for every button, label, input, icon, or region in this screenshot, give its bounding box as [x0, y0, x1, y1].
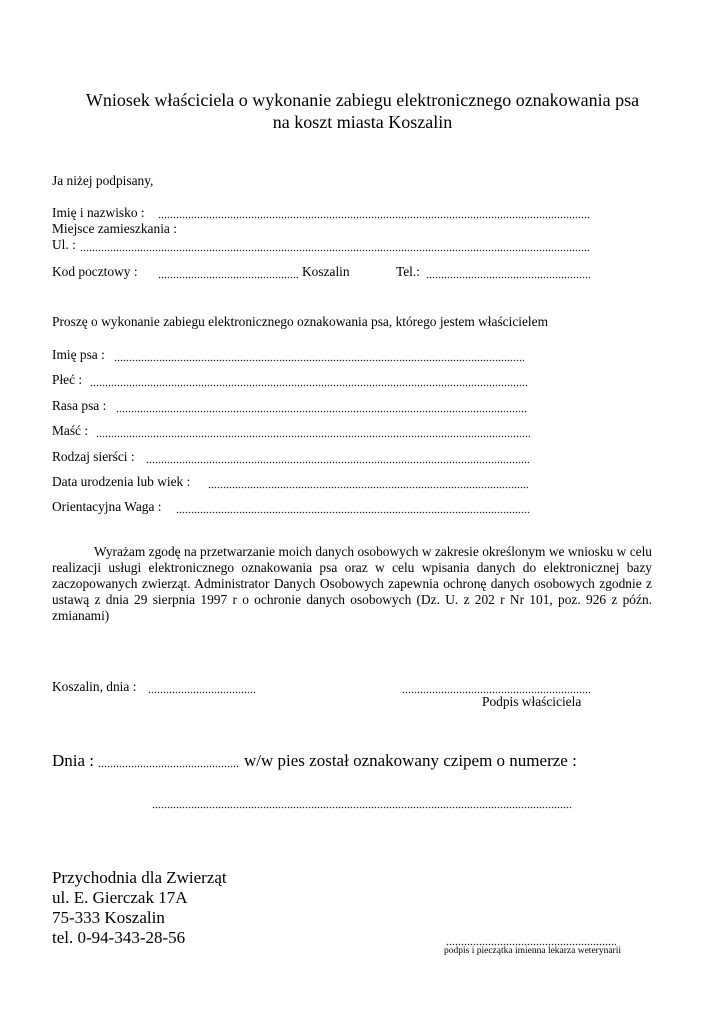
owner-name-field[interactable] [158, 207, 590, 219]
postal-code-field[interactable] [158, 267, 298, 279]
dog-birth-field[interactable] [208, 477, 528, 489]
chip-date-label: Dnia : [52, 751, 95, 770]
postal-code-label: Kod pocztowy : [52, 264, 138, 279]
phone-label: Tel.: [396, 264, 420, 279]
dog-color-label: Maść : [52, 423, 89, 438]
chip-date-field[interactable] [98, 756, 240, 768]
owner-name-label: Imię i nazwisko : [52, 205, 145, 220]
dog-name-label: Imię psa : [52, 347, 105, 362]
dog-breed-label: Rasa psa : [52, 398, 107, 413]
form-title-line-2: na koszt miasta Koszalin [272, 112, 453, 132]
dog-coat-label: Rodzaj sierści : [52, 449, 135, 464]
clinic-name: Przychodnia dla Zwierząt [52, 868, 227, 887]
dog-name-field[interactable] [114, 350, 524, 362]
owner-intro: Ja niżej podpisany, [52, 173, 154, 188]
owner-street-field[interactable] [80, 240, 590, 252]
dog-weight-field[interactable] [176, 502, 530, 514]
clinic-city: 75-333 Koszalin [52, 908, 165, 927]
vet-signature-field[interactable] [446, 934, 616, 946]
consent-paragraph: Wyrażam zgodę na przetwarzanie moich danych osobowych w zakresie określonym we wniosku w celu realizacji usługi elektronicznego oznakowania psa oraz w celu wpisania danych do elektronicznej bazy zaczopowanych zwierząt. Administrator Danych Osobowych zapewnia ochronę danych osobowych zgodnie z ustawą z dnia 29 sierpnia 1997 r o ochronie danych osobowych (Dz. U. z 202 r Nr 101, poz. 926 z późn. zmianami) [52, 544, 652, 623]
owner-city: Koszalin [302, 264, 350, 279]
dog-weight-label: Orientacyjna Waga : [52, 499, 162, 514]
dog-coat-field[interactable] [146, 452, 530, 464]
chip-number-field[interactable] [152, 797, 572, 809]
form-title-line-1: Wniosek właściciela o wykonanie zabiegu elektronicznego oznakowania psa [85, 90, 640, 110]
clinic-phone: tel. 0-94-343-28-56 [52, 928, 186, 947]
dog-sex-field[interactable] [90, 375, 528, 387]
dog-breed-field[interactable] [116, 401, 528, 413]
owner-signature-label: Podpis właściciela [482, 694, 582, 709]
owner-signature-field[interactable] [402, 682, 590, 694]
dog-birth-label: Data urodzenia lub wiek : [52, 474, 191, 489]
request-text: Proszę o wykonanie zabiegu elektronicznego oznakowania psa, którego jestem właścicielem [52, 314, 549, 329]
signature-date-label: Koszalin, dnia : [52, 679, 137, 694]
dog-sex-label: Płeć : [52, 372, 83, 387]
owner-residence-label: Miejsce zamieszkania : [52, 221, 177, 236]
clinic-street: ul. E. Gierczak 17A [52, 888, 188, 907]
signature-date-field[interactable] [148, 682, 256, 694]
dog-color-field[interactable] [96, 426, 530, 438]
chip-statement: w/w pies został oznakowany czipem o numerze : [244, 751, 577, 770]
phone-field[interactable] [426, 267, 590, 279]
owner-street-label: Ul. : [52, 237, 76, 252]
vet-signature-label: podpis i pieczątka imienna lekarza weterynarii [444, 946, 621, 956]
